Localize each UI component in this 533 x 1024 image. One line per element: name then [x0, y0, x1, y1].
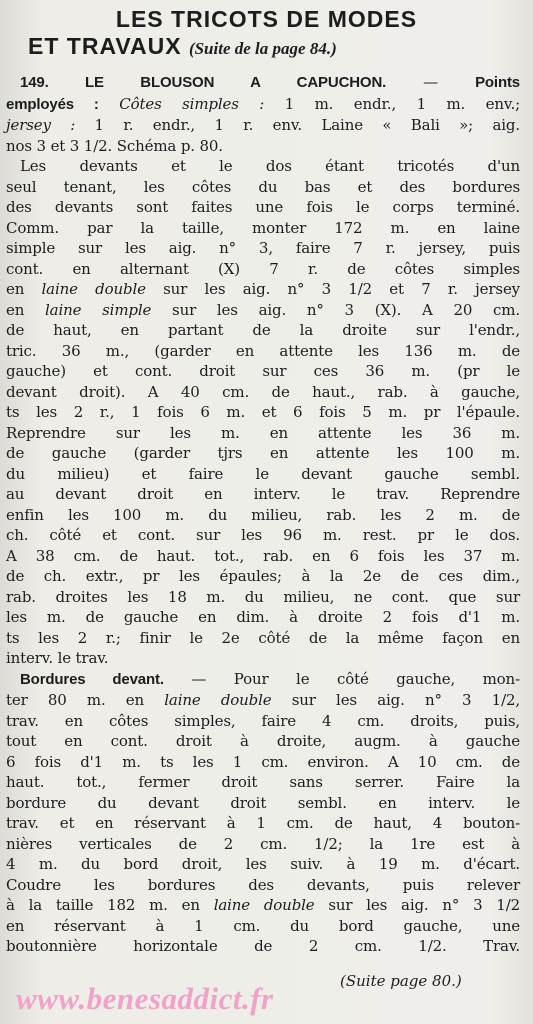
- text-line: au devant droit en interv. le trav. Reprendre: [6, 485, 520, 503]
- text-fragment: à la taille 182 m. en: [6, 896, 214, 914]
- text-line: trav. et en réservant à 1 cm. de haut, 4 bouton-: [6, 814, 520, 832]
- text-line: rab. droites les 18 m. du milieu, ne cont. que sur: [6, 587, 520, 606]
- text-fragment: — Pour le côté gauche, mon-: [163, 669, 520, 688]
- text-line: [6, 115, 520, 136]
- text-line: des devants sont faites une fois le corps terminé.: [6, 198, 520, 216]
- text-fragment: laine double: [41, 280, 146, 298]
- text-line: [6, 279, 520, 300]
- text-line: ts les 2 r.; finir le 2e côté de la même façon en: [6, 628, 520, 647]
- text-line: enfin les 100 m. du milieu, rab. les 2 m. de: [6, 505, 520, 524]
- text-fragment: jersey :: [6, 116, 76, 134]
- text-fragment: 1 m. endr., 1 m. env.;: [264, 94, 520, 113]
- text-line: bordure du devant droit sembl. en interv. le: [6, 793, 520, 812]
- text-line: en réservant à 1 cm. du bord gauche, une: [6, 916, 520, 935]
- text-line: tout en cont. droit à droite, augm. à gauche: [6, 732, 520, 750]
- text-line: devant droit). A 40 cm. de haut., rab. à gauche,: [6, 382, 520, 401]
- title-line2: ET TRAVAUX: [28, 33, 182, 59]
- bordures-heading-line: [6, 669, 520, 691]
- text-line: trav. en côtes simples, faire 4 cm. droits, puis,: [6, 711, 520, 730]
- text-line: cont. en alternant (X) 7 r. de côtes simples: [6, 259, 520, 278]
- text-line: Comm. par la taille, monter 172 m. en laine: [6, 218, 520, 237]
- text-fragment: laine double: [164, 691, 272, 709]
- text-line: interv. le trav.: [6, 649, 109, 667]
- bordures-title: Bordures devant.: [20, 670, 164, 688]
- text-fragment: sur les aig. n° 3 1/2 et 7 r. jersey: [145, 280, 520, 298]
- text-line: seul tenant, les côtes du bas et des bordures: [6, 177, 520, 196]
- text-fragment: laine simple: [45, 300, 152, 319]
- text-line: Coudre les bordures des devants, puis relever: [6, 875, 520, 894]
- text-fragment: en: [6, 300, 46, 319]
- continued-note: (Suite page 80.): [340, 972, 462, 990]
- text-fragment: en: [6, 280, 42, 298]
- text-fragment: Côtes simples :: [119, 94, 265, 113]
- article-title: 149. LE BLOUSON A CAPUCHON.: [20, 74, 387, 91]
- text-fragment: sur les aig. n° 3 1/2,: [271, 691, 520, 709]
- text-fragment: sur les aig. n° 3 (X). A 20 cm.: [151, 300, 520, 319]
- suite-note: (Suite de la page 84.): [188, 39, 337, 58]
- text-line: boutonnière horizontale de 2 cm. 1/2. Trav.: [6, 937, 520, 955]
- article-heading-line: [6, 72, 520, 94]
- text-line: [6, 895, 520, 916]
- text-line: nos 3 et 3 1/2. Schéma p. 80.: [6, 136, 223, 155]
- text-fragment: laine double: [213, 896, 315, 914]
- text-fragment: 1 r. endr., 1 r. env. Laine « Bali »; aig.: [75, 116, 520, 134]
- page-title-line2: [28, 33, 337, 62]
- text-line: [6, 300, 520, 321]
- watermark-text: www.benesaddict.fr: [16, 981, 274, 1016]
- text-fragment: [99, 95, 120, 113]
- article-dash: —: [386, 73, 476, 91]
- text-fragment: sur les aig. n° 3 1/2: [314, 896, 520, 914]
- page-title: LES TRICOTS DE MODES: [115, 6, 418, 32]
- text-line: haut. tot., fermer droit sans serrer. Faire la: [6, 773, 520, 791]
- text-line: ts les 2 r., 1 fois 6 m. et 6 fois 5 m. pr l'épaule.: [6, 403, 520, 421]
- text-line: Les devants et le dos étant tricotés d'un: [20, 157, 520, 175]
- text-line: nières verticales de 2 cm. 1/2; la 1re est à: [6, 834, 520, 853]
- text-line: de haut, en partant de la droite sur l'endr.,: [6, 321, 520, 339]
- article-body: [6, 72, 520, 957]
- text-line: A 38 cm. de haut. tot., rab. en 6 fois les 37 m.: [6, 546, 520, 565]
- text-line: 6 fois d'1 m. ts les 1 cm. environ. A 10 cm. de: [6, 752, 520, 771]
- text-line: gauche) et cont. droit sur ces 36 m. (pr le: [6, 362, 520, 380]
- text-line: du milieu) et faire le devant gauche sembl.: [6, 464, 520, 483]
- text-line: [6, 94, 520, 116]
- text-fragment: ter 80 m. en: [6, 691, 165, 709]
- text-line: les m. de gauche en dim. à droite 2 fois d'1 m.: [6, 608, 520, 626]
- text-line: 4 m. du bord droit, les suiv. à 19 m. d'écart.: [6, 855, 520, 873]
- text-line: ch. côté et cont. sur les 96 m. rest. pr le dos.: [6, 526, 520, 544]
- text-line: [6, 690, 520, 711]
- text-line: tric. 36 m., (garder en attente les 136 m. de: [6, 341, 520, 360]
- text-line: de gauche (garder tjrs en attente les 100 m.: [6, 444, 520, 462]
- points-label: Points: [475, 74, 520, 91]
- text-line: Reprendre sur les m. en attente les 36 m.: [6, 423, 520, 442]
- text-line: simple sur les aig. n° 3, faire 7 r. jersey, puis: [6, 239, 520, 257]
- text-line: de ch. extr., pr les épaules; à la 2e de ces dim.,: [6, 567, 520, 585]
- text-fragment: employés :: [6, 95, 99, 113]
